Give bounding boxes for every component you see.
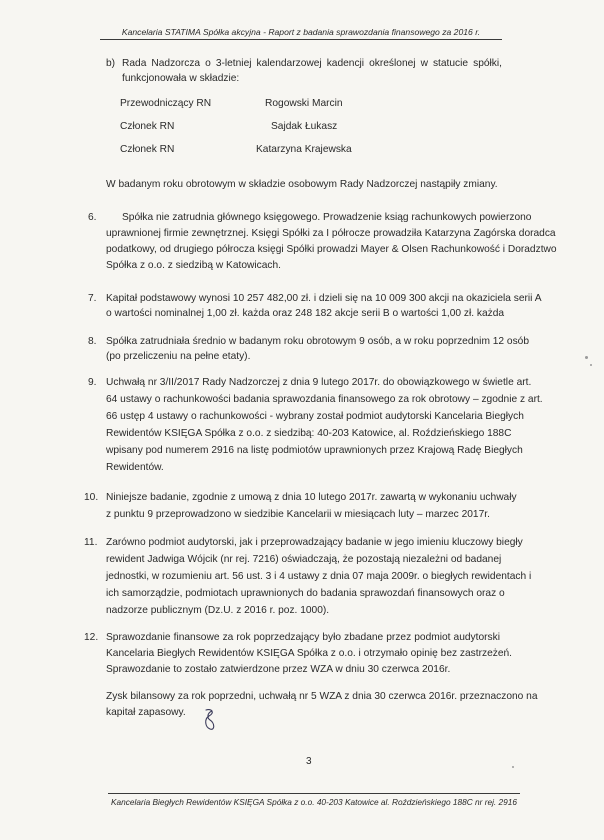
paragraph-line: wpisany pod numerem 2916 na listę podmiotów uprawnionych przez Krajową Radę Biegłych (106, 445, 523, 456)
paragraph-line: Uchwałą nr 3/II/2017 Rady Nadzorczej z dnia 9 lutego 2017r. do obowiązkowego w świetle art. (106, 377, 532, 388)
paragraph-line: Sprawozdanie finansowe za rok poprzedzający było zbadane przez podmiot audytorski (106, 632, 500, 643)
item-number: 8. (88, 336, 97, 347)
item-number: 11. (84, 537, 98, 548)
paragraph-line: 64 ustawy o rachunkowości badania sprawozdania finansowego za rok obrotowy – zgodnie z art. (106, 394, 543, 405)
page-number: 3 (306, 756, 312, 767)
item-number: 10. (84, 492, 99, 503)
paragraph-line: Spółka z o.o. z siedzibą w Katowicach. (106, 260, 281, 271)
paragraph-line: jednostki, w rozumieniu art. 56 ust. 3 i 4 ustawy z dnia 07 maja 2009r. o biegłych rewidentach i (106, 571, 532, 582)
paragraph-line: rewident Jadwiga Wójcik (nr rej. 7216) oświadczają, że pozostają niezależni od badanej (106, 554, 502, 565)
paragraph-line: (po przeliczeniu na pełne etaty). (106, 351, 251, 362)
paragraph-line: Rewidentów. (106, 462, 164, 473)
board-member-name: Katarzyna Krajewska (256, 144, 352, 155)
handwritten-initial-signature (203, 707, 217, 733)
board-member-name: Rogowski Marcin (265, 98, 343, 109)
paragraph-line: Kancelaria Biegłych Rewidentów KSIĘGA Spółka z o.o. i otrzymało opinię bez zastrzeżeń. (106, 648, 513, 659)
paragraph-line: Kapitał podstawowy wynosi 10 257 482,00 zł. i dzieli się na 10 009 300 akcji na okaziciela serii A (106, 293, 542, 304)
board-member-role: Członek RN (120, 121, 175, 132)
section-b-line: funkcjonowała w składzie: (122, 73, 240, 84)
item-number: 6. (88, 212, 97, 223)
board-change-note: W badanym roku obrotowym w składzie osobowym Rady Nadzorczej nastąpiły zmiany. (106, 179, 498, 190)
paragraph-line: podatkowy, od drugiego półrocza księgi Spółki prowadzi Mayer & Olsen Rachunkowość i Doradztwo (106, 244, 557, 255)
paragraph-line: uprawnionej firmie zewnętrznej. Księgi Spółki za I półrocze prowadziła Katarzyna Zagórska doradca (106, 228, 556, 239)
section-b-line: Rada Nadzorcza o 3-letniej kalendarzowej kadencji określonej w statucie spółki, (122, 58, 502, 69)
paragraph-line: z punktu 9 przeprowadzono w siedzibie Kancelarii w miesiącach luty – marzec 2017r. (106, 509, 490, 520)
paragraph-line: o wartości nominalnej 1,00 zł. każda oraz 248 182 akcje serii B o wartości 1,00 zł. każda (106, 308, 505, 319)
paragraph-line: Zysk bilansowy za rok poprzedni, uchwałą nr 5 WZA z dnia 30 czerwca 2016r. przeznaczono na (106, 691, 538, 702)
paragraph-line: Niniejsze badanie, zgodnie z umową z dnia 10 lutego 2017r. zawartą w wykonaniu uchwały (106, 492, 517, 503)
paragraph-line: Zarówno podmiot audytorski, jak i przeprowadzający badanie w jego imieniu kluczowy biegły (106, 537, 523, 548)
paragraph-line: ich samorządzie, podmiotach uprawnionych do badania sprawozdań finansowych oraz o (106, 588, 505, 599)
page-footer: Kancelaria Biegłych Rewidentów KSIĘGA Spółka z o.o. 40-203 Katowice al. Roździeńskiego 188C nr rej. 2916 (108, 793, 520, 807)
item-number: 12. (84, 632, 99, 643)
paragraph-line: Rewidentów KSIĘGA Spółka z o.o. z siedzibą: 40-203 Katowice, al. Roździeńskiego 188C (106, 428, 512, 439)
paragraph-line: kapitał zapasowy. (106, 707, 186, 718)
board-member-name: Sajdak Łukasz (271, 121, 338, 132)
item-number: 9. (88, 377, 97, 388)
section-b-label: b) (106, 58, 116, 69)
board-member-role: Przewodniczący RN (120, 98, 212, 109)
page-header: Kancelaria STATIMA Spółka akcyjna - Raport z badania sprawozdania finansowego za 2016 r. (100, 27, 502, 40)
scan-speck (590, 364, 592, 366)
scan-speck (585, 356, 588, 359)
paragraph-line: nadzorze publicznym (Dz.U. z 2016 r. poz. 1000). (106, 605, 330, 616)
paragraph-line: Spółka nie zatrudnia głównego księgowego. Prowadzenie ksiąg rachunkowych powierzono (122, 212, 532, 223)
scan-speck (512, 766, 514, 768)
paragraph-line: Spółka zatrudniała średnio w badanym roku obrotowym 9 osób, a w roku poprzednim 12 osób (106, 336, 530, 347)
item-number: 7. (88, 293, 97, 304)
paragraph-line: 66 ustęp 4 ustawy o rachunkowości - wybrany został podmiot audytorski Kancelaria Biegłych (106, 411, 524, 422)
board-member-role: Członek RN (120, 144, 175, 155)
paragraph-line: Sprawozdanie to zostało zatwierdzone przez WZA w dniu 30 czerwca 2016r. (106, 664, 451, 675)
